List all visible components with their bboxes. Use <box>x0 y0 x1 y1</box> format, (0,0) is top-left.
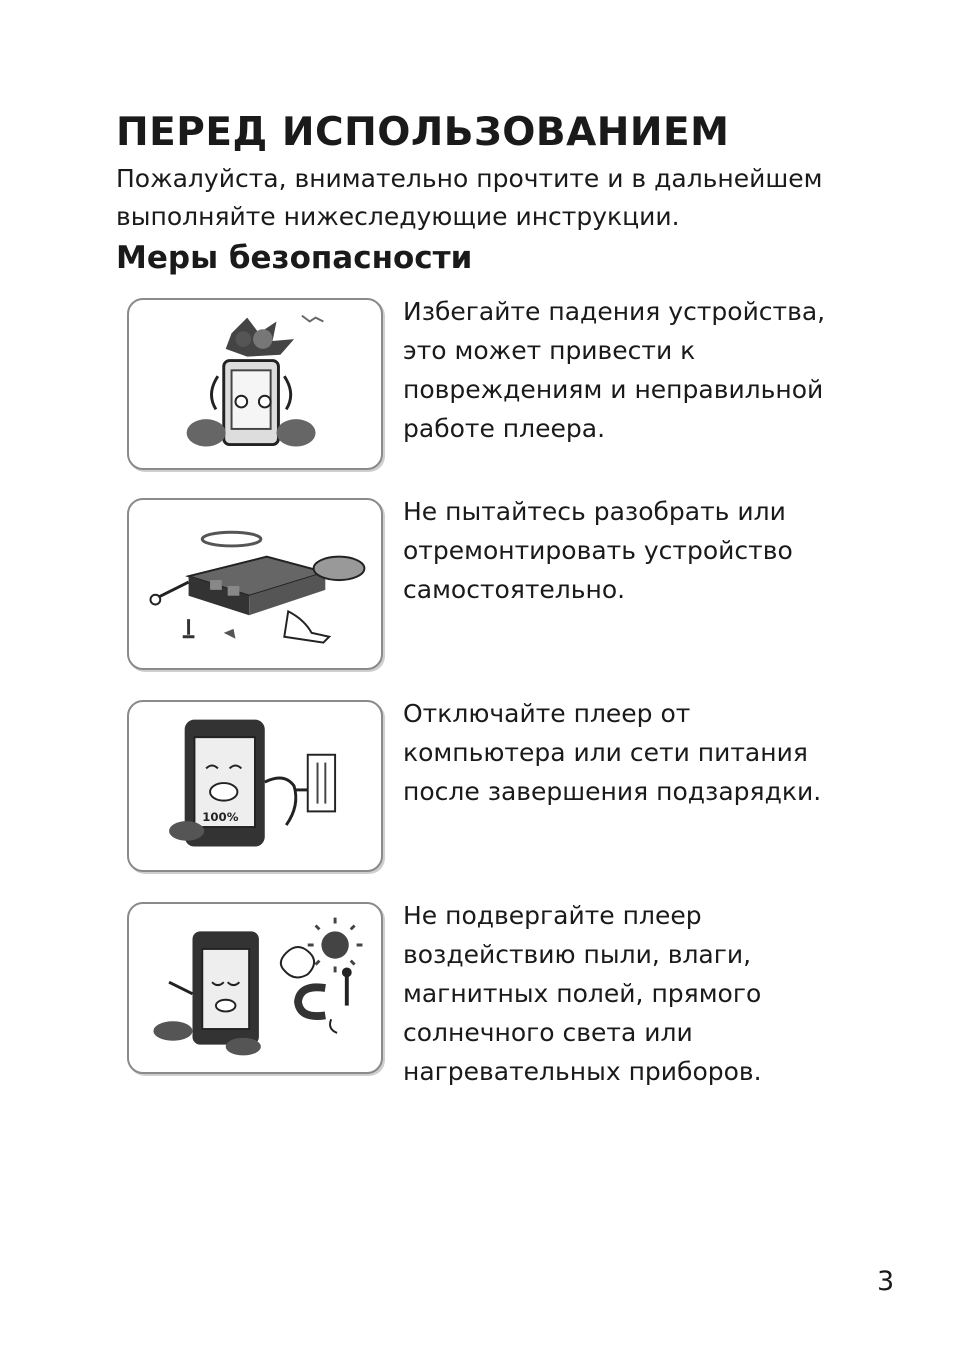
dropped-player-illustration <box>127 298 383 470</box>
safety-item-line: магнитных полей, прямого <box>403 979 762 1008</box>
charging-player-illustration <box>127 700 383 872</box>
safety-item-text <box>403 896 863 1091</box>
safety-item-text <box>403 292 863 448</box>
safety-item-line: работе плеера. <box>403 414 606 443</box>
safety-item-line: повреждениям и неправильной <box>403 375 824 404</box>
safety-item-line: после завершения подзарядки. <box>403 777 822 806</box>
player-avoiding-hazards-illustration <box>127 902 383 1074</box>
safety-item-line: самостоятельно. <box>403 575 626 604</box>
page-number: 3 <box>877 1266 895 1297</box>
safety-item-line: воздействию пыли, влаги, <box>403 940 752 969</box>
safety-item-line: Отключайте плеер от <box>403 699 691 728</box>
page-title: ПЕРЕД ИСПОЛЬЗОВАНИЕМ <box>116 110 730 155</box>
section-heading: Меры безопасности <box>116 240 473 276</box>
safety-item-text <box>403 694 863 811</box>
safety-item-line: это может привести к <box>403 336 696 365</box>
safety-item-line: компьютера или сети питания <box>403 738 808 767</box>
safety-item-disassemble <box>127 498 847 674</box>
disassembled-player-illustration <box>127 498 383 670</box>
battery-level-text: 100% <box>202 810 239 825</box>
safety-item-line: нагревательных приборов. <box>403 1057 762 1086</box>
intro-line: Пожалуйста, внимательно прочтите и в дальнейшем <box>116 164 823 193</box>
safety-item-drop <box>127 298 847 474</box>
safety-item-text <box>403 492 863 609</box>
safety-item-line: Не подвергайте плеер <box>403 901 702 930</box>
safety-item-hazards <box>127 901 847 1086</box>
safety-item-line: Избегайте падения устройства, <box>403 297 826 326</box>
safety-item-line: Не пытайтесь разобрать или <box>403 497 786 526</box>
intro-paragraph <box>116 160 876 236</box>
intro-line: выполняйте нижеследующие инструкции. <box>116 202 680 231</box>
safety-item-line: солнечного света или <box>403 1018 693 1047</box>
safety-item-line: отремонтировать устройство <box>403 536 793 565</box>
safety-item-charging <box>127 700 847 876</box>
